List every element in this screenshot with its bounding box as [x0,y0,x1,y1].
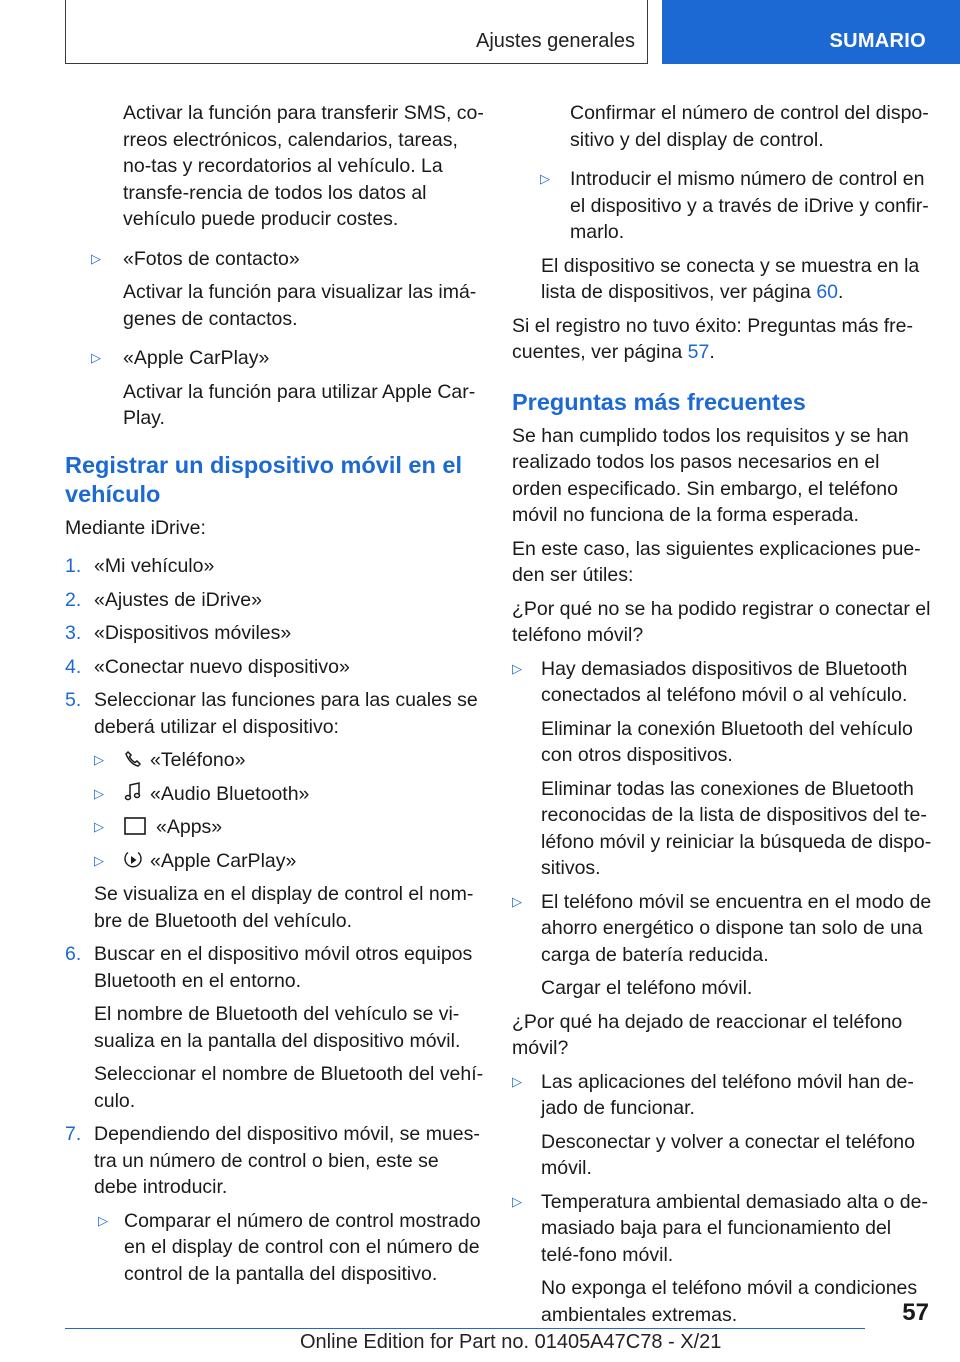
right-column [512,100,932,1335]
header-section-box [65,0,648,64]
step-text: «Mi vehículo» [94,555,215,577]
step-number: 1. [65,555,82,577]
list-item-carplay [65,345,485,372]
faq-intro: Se han cumplido todos los requisitos y se han realizado todos los pasos necesarios en el orden especificado. Sin embargo, el teléfono móvil no funciona de la forma esperada. [512,424,909,526]
bullet-triangle-icon: ▷ [98,1212,108,1228]
answer-bullet-3 [512,1069,932,1122]
footer-divider [65,1328,865,1329]
edition-text: Online Edition for Part no. 01405A47C78 - X/21 [300,1331,722,1353]
question-2: ¿Por qué ha dejado de reaccionar el teléfono móvil? [512,1010,903,1059]
bullet-introducir-text: Introducir el mismo número de control en el dispositivo y a través de iDrive y confir-marlo. [570,168,929,243]
answer-solution: Desconectar y volver a conectar el teléfono móvil. [541,1130,915,1179]
fotos-description: Activar la función para visualizar las imá-genes de contactos. [123,281,477,330]
bullet-triangle-icon: ▷ [512,1073,522,1089]
mediante-text: Mediante iDrive: [65,516,206,539]
heading-registrar: Registrar un dispositivo móvil en el vehículo [65,451,462,507]
intro-paragraph: Activar la función para transferir SMS, co-rreos electrónicos, calendarios, tareas, no-tas y recordatorios al vehículo. La transfe-rencia de todos los datos al vehículo puede producir costes. [123,102,484,230]
step-number: 6. [65,943,82,965]
function-item-audio [65,781,485,808]
bullet-triangle-icon: ▷ [540,171,550,186]
confirm-text: Confirmar el número de control del dispo-sitivo y del display de control. [570,102,929,151]
step-text: «Conectar nuevo dispositivo» [94,655,350,678]
carplay-description: Activar la función para utilizar Apple Car-Play. [123,380,476,429]
music-note-icon [124,782,144,802]
function-label: «Apps» [156,816,223,838]
fail-text-main: Si el registro no tuvo éxito: Preguntas más fre-cuentes, ver página [512,314,914,363]
answer-solution: Eliminar todas las conexiones de Bluetooth reconocidas de la lista de dispositivos del te-léfono móvil y reiniciar la búsqueda de dispo-sitivos. [541,777,932,879]
answer-bullet-text: Hay demasiados dispositivos de Bluetooth conectados al teléfono móvil o al vehículo. [541,657,908,706]
bullet-triangle-icon: ▷ [91,250,101,266]
step7-bullet-text: Comparar el número de control mostrado en el display de control con el número de control de la pantalla del dispositivo. [124,1209,481,1285]
step-number: 3. [65,622,82,644]
list-item-fotos [65,246,485,273]
answer-bullet-text: Temperatura ambiental demasiado alta o de-masiado baja para el funcionamiento del telé-fono móvil. [541,1190,928,1266]
bullet-carplay-label: «Apple CarPlay» [123,347,270,369]
step5-note: Se visualiza en el display de control el nom-bre de Bluetooth del vehículo. [94,883,474,932]
apps-icon [124,817,150,835]
function-item-apps [65,814,485,841]
step-5 [65,687,485,740]
page-link-60[interactable]: 60 [816,281,839,303]
fail-text-end: . [709,341,715,363]
step-3 [65,620,485,647]
faq-intro-2: En este caso, las siguientes explicaciones pue-den ser útiles: [512,537,921,586]
bullet-triangle-icon: ▷ [512,1193,522,1209]
answer-bullet-4 [512,1189,932,1269]
step-text: Dependiendo del dispositivo móvil, se mues-tra un número de control o bien, este se debe introducir. [94,1123,480,1198]
connected-text-end: . [838,281,844,303]
section-title: Ajustes generales [476,30,635,52]
step-7 [65,1121,485,1201]
bullet-triangle-icon: ▷ [512,660,522,676]
bullet-introducir [512,166,932,246]
connected-text [512,253,932,306]
step-6 [65,941,485,994]
step-text: «Ajustes de iDrive» [94,588,262,611]
step6-note-2: Seleccionar el nombre de Bluetooth del vehí-culo. [94,1063,484,1112]
page-number: 57 [902,1299,929,1326]
phone-icon [124,750,144,768]
step-number: 5. [65,689,82,711]
step6-note-1: El nombre de Bluetooth del vehículo se vi-sualiza en la pantalla del dispositivo móvil. [94,1003,461,1052]
step-2 [65,587,485,614]
bullet-triangle-icon: ▷ [94,852,104,868]
answer-solution: Cargar el teléfono móvil. [541,977,753,999]
function-label: «Apple CarPlay» [150,849,297,872]
bullet-triangle-icon: ▷ [512,893,522,909]
answer-bullet-2 [512,889,932,969]
function-label: «Audio Bluetooth» [150,782,310,805]
bullet-fotos-label: «Fotos de contacto» [123,247,300,270]
page-link-57[interactable]: 57 [687,341,710,363]
function-item-telefono [65,747,485,774]
bullet-triangle-icon: ▷ [94,785,104,801]
sumario-tab-label: SUMARIO [829,30,926,52]
step-text: «Dispositivos móviles» [94,622,292,644]
connected-text-main: El dispositivo se conecta y se muestra en la lista de dispositivos, ver página [541,254,920,303]
bullet-triangle-icon: ▷ [91,350,101,365]
sumario-tab[interactable] [662,0,960,64]
bullet-triangle-icon: ▷ [94,819,104,834]
answer-solution: No exponga el teléfono móvil a condiciones ambientales extremas. [541,1277,918,1326]
step-number: 2. [65,588,82,611]
carplay-icon [124,851,144,869]
left-column [65,100,485,1294]
step-text: Seleccionar las funciones para las cuales se deberá utilizar el dispositivo: [94,689,478,738]
step-number: 7. [65,1123,82,1145]
answer-bullet-1 [512,656,932,709]
fail-text [512,313,932,366]
step-4 [65,654,485,681]
step-number: 4. [65,655,82,678]
question-1: ¿Por qué no se ha podido registrar o conectar el teléfono móvil? [512,597,931,646]
step-1 [65,553,485,580]
step-text: Buscar en el dispositivo móvil otros equipos Bluetooth en el entorno. [94,943,473,992]
answer-bullet-text: El teléfono móvil se encuentra en el modo de ahorro energético o dispone tan solo de una carga de batería reducida. [541,890,932,966]
answer-solution: Eliminar la conexión Bluetooth del vehículo con otros dispositivos. [541,717,913,766]
step7-bullet [65,1208,485,1288]
heading-preguntas: Preguntas más frecuentes [512,388,806,415]
function-item-carplay [65,848,485,875]
function-label: «Teléfono» [150,749,246,771]
answer-bullet-text: Las aplicaciones del teléfono móvil han de-jado de funcionar. [541,1070,914,1119]
bullet-triangle-icon: ▷ [94,752,104,767]
